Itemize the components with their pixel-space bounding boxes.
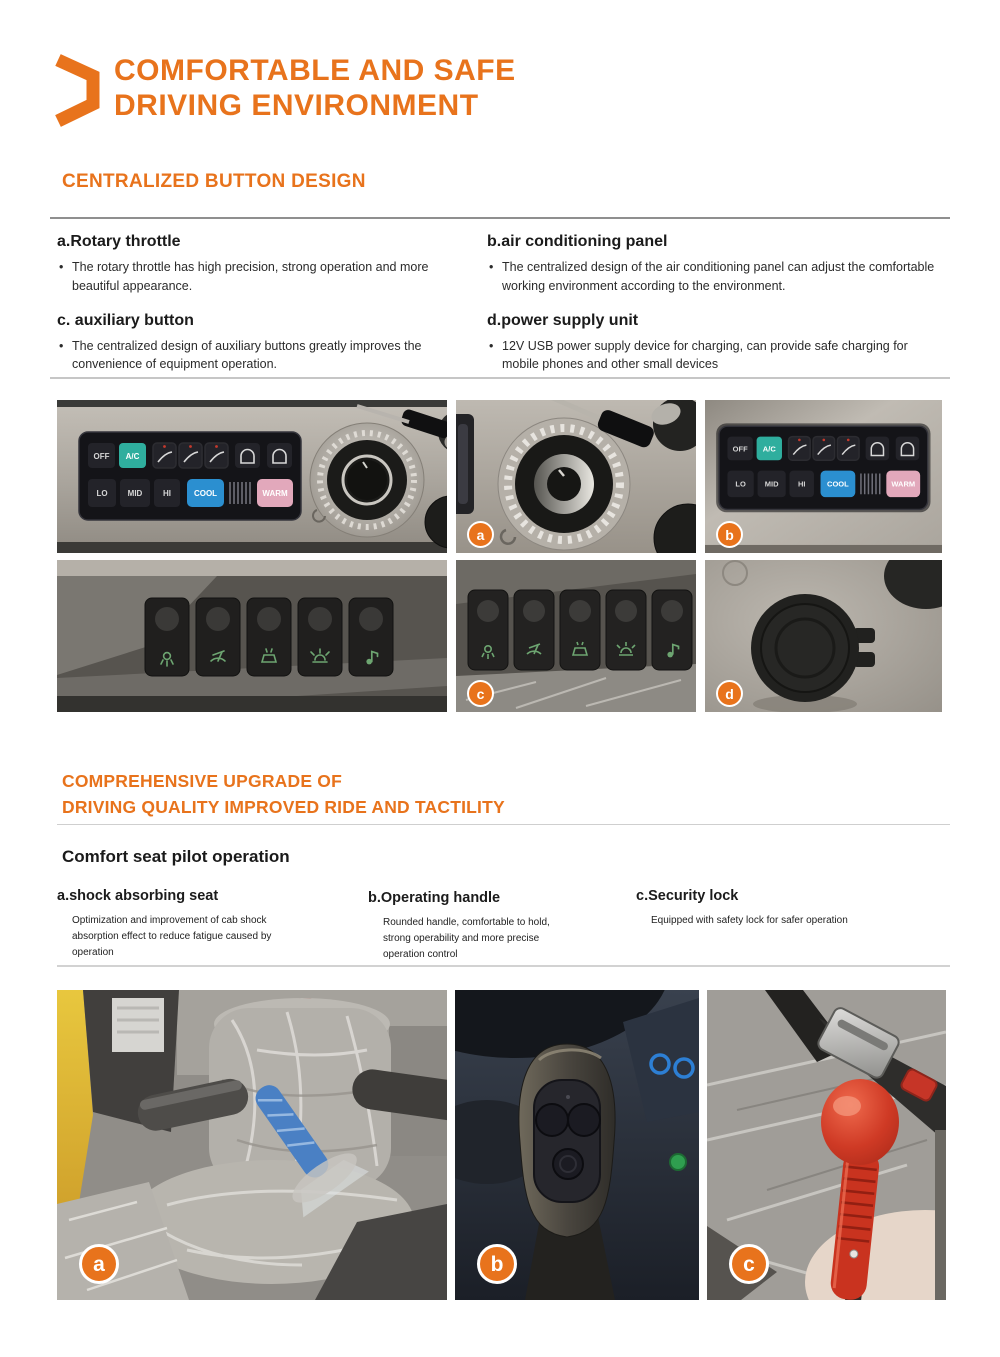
rotary-dial — [498, 418, 630, 550]
feature-title: a.Rotary throttle — [57, 233, 181, 250]
photo-aux-switches-closeup — [456, 560, 696, 712]
section-comfort-heading-line2: DRIVING QUALITY IMPROVED RIDE AND TACTILITY — [62, 797, 505, 817]
feature-title: b.Operating handle — [368, 890, 501, 906]
feature-desc: • 12V USB power supply device for charging, can provide safe charging for mobile phones and other small devices — [487, 337, 943, 375]
svg-text:WARM: WARM — [891, 479, 916, 489]
photo-label-c: c — [467, 680, 494, 707]
svg-text:COOL: COOL — [827, 479, 849, 489]
feature-title: c.Security lock — [636, 888, 739, 904]
feature-desc: Optimization and improvement of cab shock absorption effect to reduce fatigue caused by operation — [72, 915, 272, 958]
section-buttons-heading: CENTRALIZED BUTTON DESIGN — [62, 171, 366, 192]
feature-shock-absorbing-seat — [57, 888, 312, 961]
photo-operating-handle — [455, 990, 699, 1300]
svg-text:LO: LO — [96, 489, 108, 498]
feature-desc: • The centralized design of the air conditioning panel can adjust the comfortable working environment according to the environment. — [487, 258, 943, 296]
svg-text:WARM: WARM — [262, 489, 288, 498]
comfort-photo-grid — [57, 990, 946, 1300]
photo-power-socket — [705, 560, 942, 712]
photo-label-b: b — [477, 1244, 517, 1284]
photo-label-b: b — [716, 521, 743, 548]
divider — [57, 965, 950, 967]
photo-security-lock — [707, 990, 946, 1300]
feature-title: d.power supply unit — [487, 311, 639, 329]
ac-control-panel — [716, 423, 930, 512]
feature-desc: Equipped with safety lock for safer operation — [651, 915, 848, 926]
photo-rotary-throttle — [456, 400, 696, 553]
feature-desc: Rounded handle, comfortable to hold, strong operability and more precise operation control — [383, 917, 550, 960]
svg-text:MID: MID — [127, 489, 143, 498]
svg-text:OFF: OFF — [732, 444, 748, 454]
feature-security-lock — [636, 888, 906, 929]
photo-ac-panel — [705, 400, 942, 553]
joystick-handle — [519, 1044, 615, 1300]
rocker-switches — [145, 598, 393, 676]
svg-text:HI: HI — [163, 489, 171, 498]
rocker-switches — [468, 590, 692, 670]
photo-seat — [57, 990, 447, 1300]
divider — [50, 377, 950, 379]
divider — [57, 824, 950, 825]
svg-text:HI: HI — [797, 479, 806, 489]
photo-console-overview — [57, 400, 447, 553]
divider — [50, 217, 950, 219]
feature-title: a.shock absorbing seat — [57, 888, 219, 904]
feature-air-conditioning-panel — [487, 233, 943, 296]
svg-text:OFF: OFF — [93, 452, 110, 461]
photo-label-d: d — [716, 680, 743, 707]
rotary-throttle-dial — [310, 423, 424, 537]
console-photo-grid — [57, 400, 942, 712]
page-title-line1: COMFORTABLE AND SAFE — [114, 54, 516, 87]
svg-text:LO: LO — [735, 479, 746, 489]
feature-operating-handle — [368, 890, 603, 963]
photo-label-c: c — [729, 1244, 769, 1284]
feature-title: c. auxiliary button — [57, 311, 194, 329]
feature-rotary-throttle — [57, 233, 487, 296]
page-title-line2: DRIVING ENVIRONMENT — [114, 89, 479, 122]
comfort-subheading: Comfort seat pilot operation — [62, 847, 290, 866]
svg-text:COOL: COOL — [193, 489, 218, 498]
feature-title: b.air conditioning panel — [487, 233, 668, 250]
svg-text:A/C: A/C — [125, 452, 140, 461]
section-comfort-heading — [62, 768, 505, 820]
button-features — [57, 233, 943, 374]
photo-aux-switches-overview — [57, 560, 447, 712]
feature-power-supply-unit — [487, 312, 943, 375]
feature-desc: • The rotary throttle has high precision, strong operation and more beautiful appearance. — [57, 258, 452, 296]
section-comfort-heading-line1: COMPREHENSIVE UPGRADE OF — [62, 771, 342, 791]
ac-control-panel — [79, 432, 301, 520]
feature-desc: • The centralized design of auxiliary buttons greatly improves the convenience of equipment operation. — [57, 337, 440, 375]
feature-auxiliary-button — [57, 312, 487, 375]
svg-text:A/C: A/C — [762, 444, 776, 454]
brand-chevron-icon — [55, 51, 107, 129]
photo-label-a: a — [79, 1244, 119, 1284]
svg-text:MID: MID — [764, 479, 779, 489]
page-title — [114, 53, 516, 123]
photo-label-a: a — [467, 521, 494, 548]
